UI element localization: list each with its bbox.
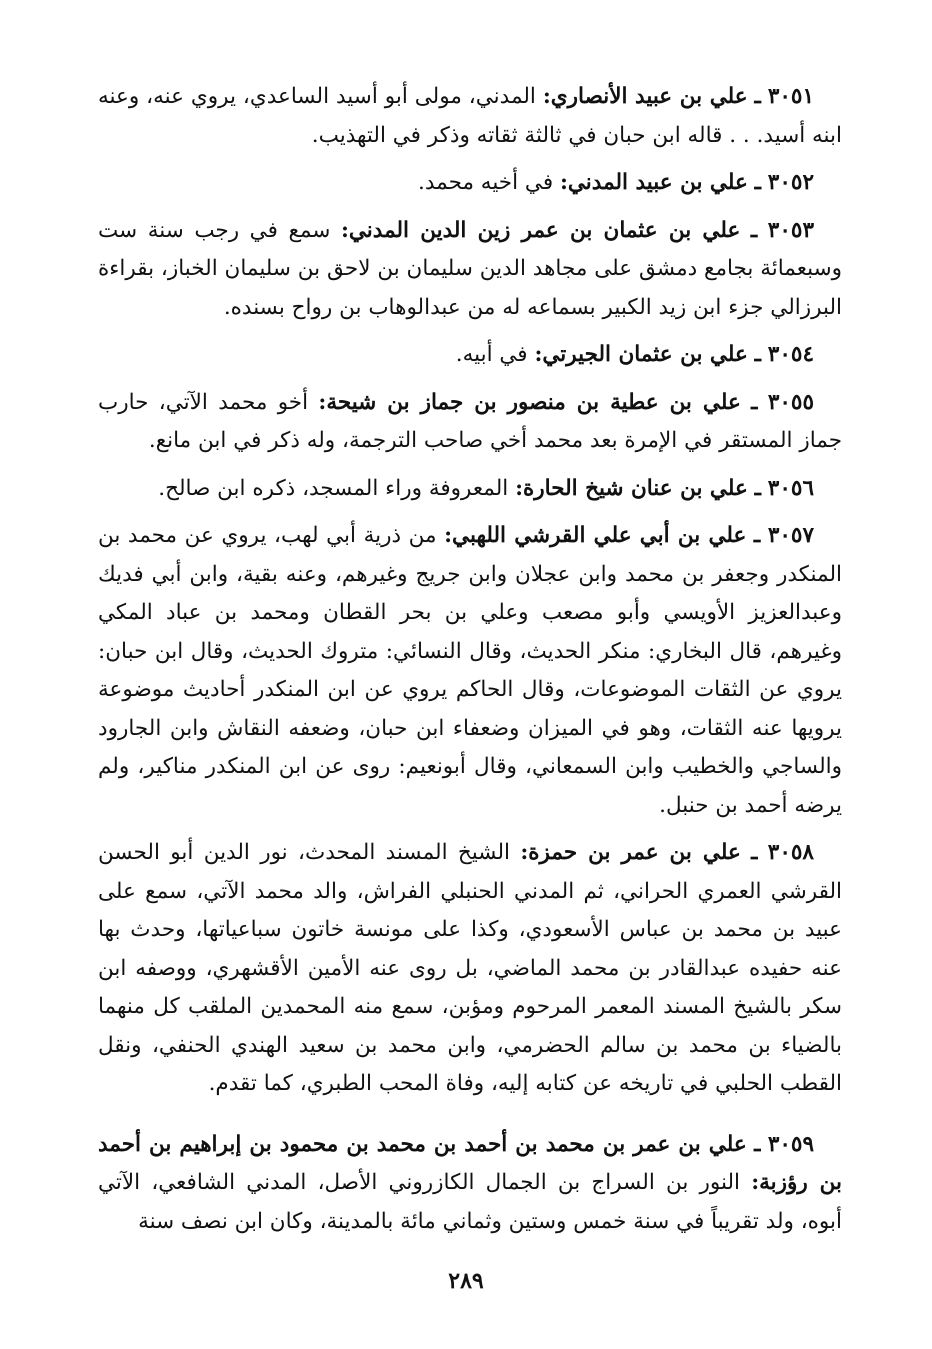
- entry-3051: [98, 78, 842, 155]
- entry-heading: علي بن عمر بن محمد بن أحمد بن محمد بن محمود بن إبراهيم بن أحمد بن رؤزبة:: [98, 1131, 842, 1195]
- entry-dash: ـ: [753, 523, 761, 548]
- entry-dash: ـ: [751, 389, 758, 415]
- entry-heading: علي بن عبيد الأنصاري:: [542, 84, 748, 109]
- entry-3058: [98, 834, 842, 1104]
- entry-heading: علي بن عنان شيخ الحارة:: [515, 475, 748, 501]
- entry-number: ٣٠٥٩: [767, 1131, 815, 1157]
- entry-3054: [98, 336, 842, 375]
- entry-dash: ـ: [750, 217, 758, 243]
- entry-heading: علي بن عبيد المدني:: [559, 170, 748, 195]
- entry-body: النور بن السراج بن الجمال الكازروني الأصل، المدني الشافعي، الآتي أبوه، ولد تقريباً في سنة خمس وستين وثماني مائة بالمدينة، وكان ابن نصف سنة: [98, 1170, 842, 1234]
- entry-body: أخو محمد الآتي، حارب جماز المستقر في الإمرة بعد محمد أخي صاحب الترجمة، وله ذكر في ابن مانع.: [98, 389, 842, 453]
- entry-heading: علي بن عثمان الجيرتي:: [534, 342, 748, 367]
- entry-3057: [98, 517, 842, 825]
- entry-heading: علي بن أبي علي القرشي اللهبي:: [444, 523, 747, 548]
- entry-heading: علي بن عمر بن حمزة:: [520, 840, 741, 865]
- entry-3053: [98, 212, 842, 328]
- entry-dash: ـ: [754, 84, 761, 109]
- entry-number: ٣٠٥٣: [767, 217, 814, 243]
- entry-3052: [98, 164, 842, 203]
- entry-heading: علي بن عطية بن منصور بن جماز بن شيحة:: [318, 389, 741, 415]
- entry-number: ٣٠٥٤: [767, 342, 814, 367]
- entry-number: ٣٠٥٦: [767, 475, 814, 501]
- entry-number: ٣٠٥٢: [767, 170, 814, 195]
- entry-dash: ـ: [754, 342, 761, 367]
- page-number: ٢٨٩: [448, 1268, 484, 1294]
- entry-3056: [98, 470, 842, 509]
- entry-body: المعروفة وراء المسجد، ذكره ابن صالح.: [158, 475, 509, 501]
- page-text: [98, 78, 842, 1250]
- entry-number: ٣٠٥٧: [767, 523, 815, 548]
- entry-dash: ـ: [754, 1131, 761, 1157]
- entry-3055: [98, 384, 842, 461]
- entry-number: ٣٠٥١: [767, 84, 815, 109]
- entry-number: ٣٠٥٨: [767, 840, 814, 865]
- entry-body: سمع في رجب سنة ست وسبعمائة بجامع دمشق على مجاهد الدين سليمان بن لاحق بن سليمان الخباز، بقراءة البرزالي جزء ابن زيد الكبير بسماعه له من عبدالوهاب بن رواح بسنده.: [98, 217, 842, 320]
- entry-body: المدني، مولى أبو أسيد الساعدي، يروي عنه، وعنه ابنه أسيد. . . قاله ابن حبان في ثالثة ثقاته وذكر في التهذيب.: [98, 84, 842, 148]
- entry-body: في أخيه محمد.: [418, 170, 554, 195]
- entry-body: من ذرية أبي لهب، يروي عن محمد بن المنكدر وجعفر بن محمد وابن عجلان وابن جريج وغيرهم، وعنه بقية، وابن أبي فديك وعبدالعزيز الأويسي وأبو مصعب وعلي بن بحر القطان ومحمد بن عباد المكي وغيرهم، قال البخاري: منكر الحديث، وقال النسائي: متروك الحديث، وقال ابن حبان: يروي عن الثقات الموضوعات، وقال الحاكم يروي عن ابن المنكدر أحاديث موضوعة يرويها عنه الثقات، وهو في الميزان وضعفاء ابن حبان، وضعفه النقاش وابن الجارود والساجي والخطيب وابن السمعاني، وقال أبونعيم: روى عن ابن المنكدر مناكير، ولم يرضه أحمد بن حنبل.: [98, 523, 842, 818]
- entry-3059: [98, 1126, 842, 1242]
- entry-heading: علي بن عثمان بن عمر زين الدين المدني:: [340, 217, 741, 243]
- entry-body: الشيخ المسند المحدث، نور الدين أبو الحسن القرشي العمري الحراني، ثم المدني الحنبلي الفراش، والد محمد الآتي، سمع على عبيد بن محمد بن عباس الأسعودي، وكذا على مونسة خاتون سباعياتها، وحدث بها عنه حفيده عبدالقادر بن محمد الماضي، بل روى عنه الأمين الأقشهري، ووصفه ابن سكر بالشيخ المسند المعمر المرحوم ومؤبن، سمع منه المحمدين الملقب كل منهما بالضياء بن محمد بن سالم الحضرمي، وابن محمد بن سعيد الهندي الحنفي، ونقل القطب الحلبي في تاريخه عن كتابه إليه، وفاة المحب الطبري، كما تقدم.: [98, 840, 842, 1096]
- entry-body: في أبيه.: [455, 342, 528, 367]
- entry-dash: ـ: [751, 840, 758, 865]
- entry-dash: ـ: [754, 170, 761, 195]
- entry-number: ٣٠٥٥: [767, 389, 815, 415]
- entry-dash: ـ: [754, 475, 761, 501]
